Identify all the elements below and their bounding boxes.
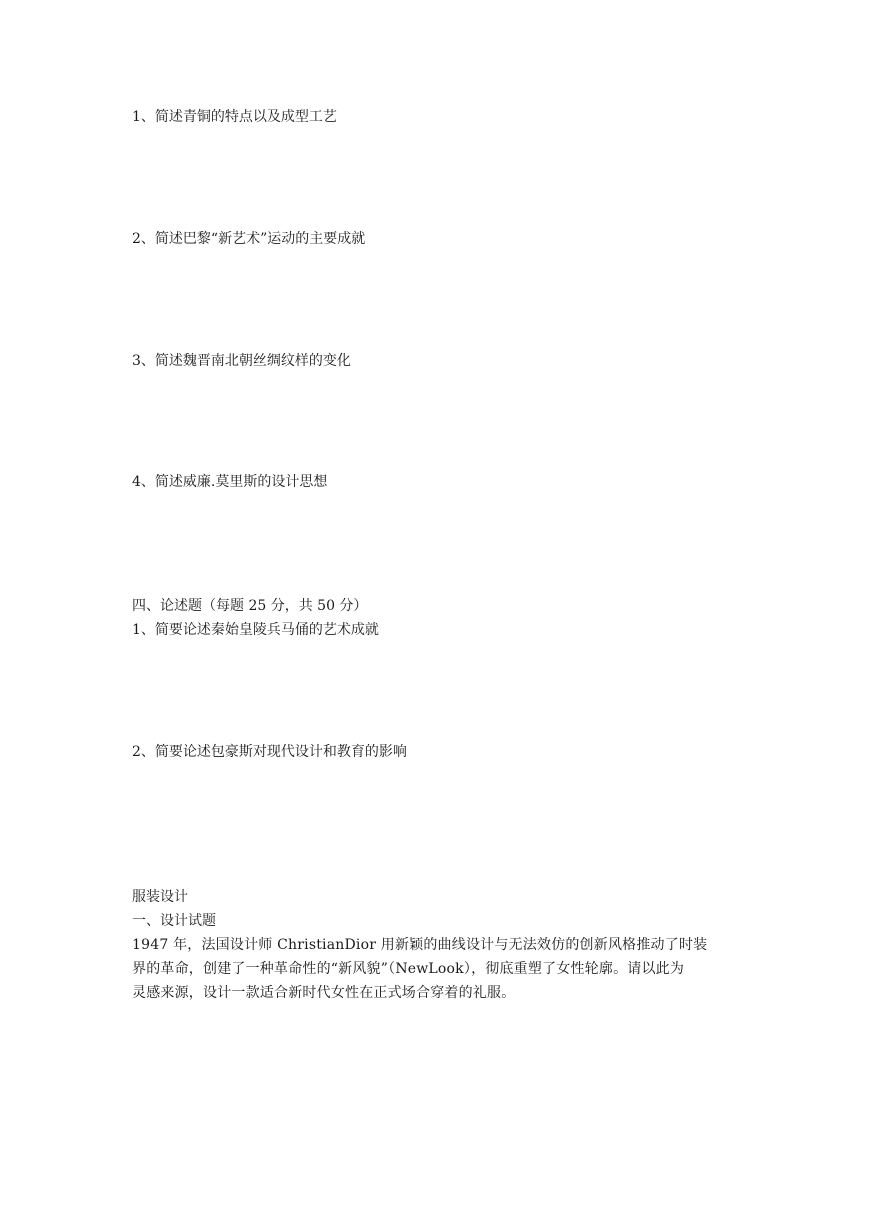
prompt-line: 灵感来源，设计一款适合新时代女性在正式场合穿着的礼服。 <box>132 985 516 1001</box>
prompt-line: 1947 年，法国设计师 ChristianDior 用新颖的曲线设计与无法效仿的创新风格推动了时装 <box>132 937 708 953</box>
prompt-line: 界的革命，创建了一种革命性的“新风貌”（NewLook），彻底重塑了女性轮廓。请以此为 <box>132 961 685 977</box>
essay-question-terracotta: 1、简要论述秦始皇陵兵马俑的艺术成就 <box>132 622 379 638</box>
fashion-section-title: 服装设计 <box>132 889 188 905</box>
question-art-nouveau: 2、简述巴黎“新艺术”运动的主要成就 <box>132 231 366 247</box>
question-bronze: 1、简述青铜的特点以及成型工艺 <box>132 109 337 125</box>
essay-section-heading: 四、论述题（每题 25 分，共 50 分） <box>132 598 368 614</box>
question-william-morris: 4、简述威廉.莫里斯的设计思想 <box>132 474 328 490</box>
fashion-design-prompt <box>132 933 752 1005</box>
essay-question-bauhaus: 2、简要论述包豪斯对现代设计和教育的影响 <box>132 744 407 760</box>
fashion-subheading: 一、设计试题 <box>132 913 216 929</box>
question-silk-patterns: 3、简述魏晋南北朝丝绸纹样的变化 <box>132 353 351 369</box>
